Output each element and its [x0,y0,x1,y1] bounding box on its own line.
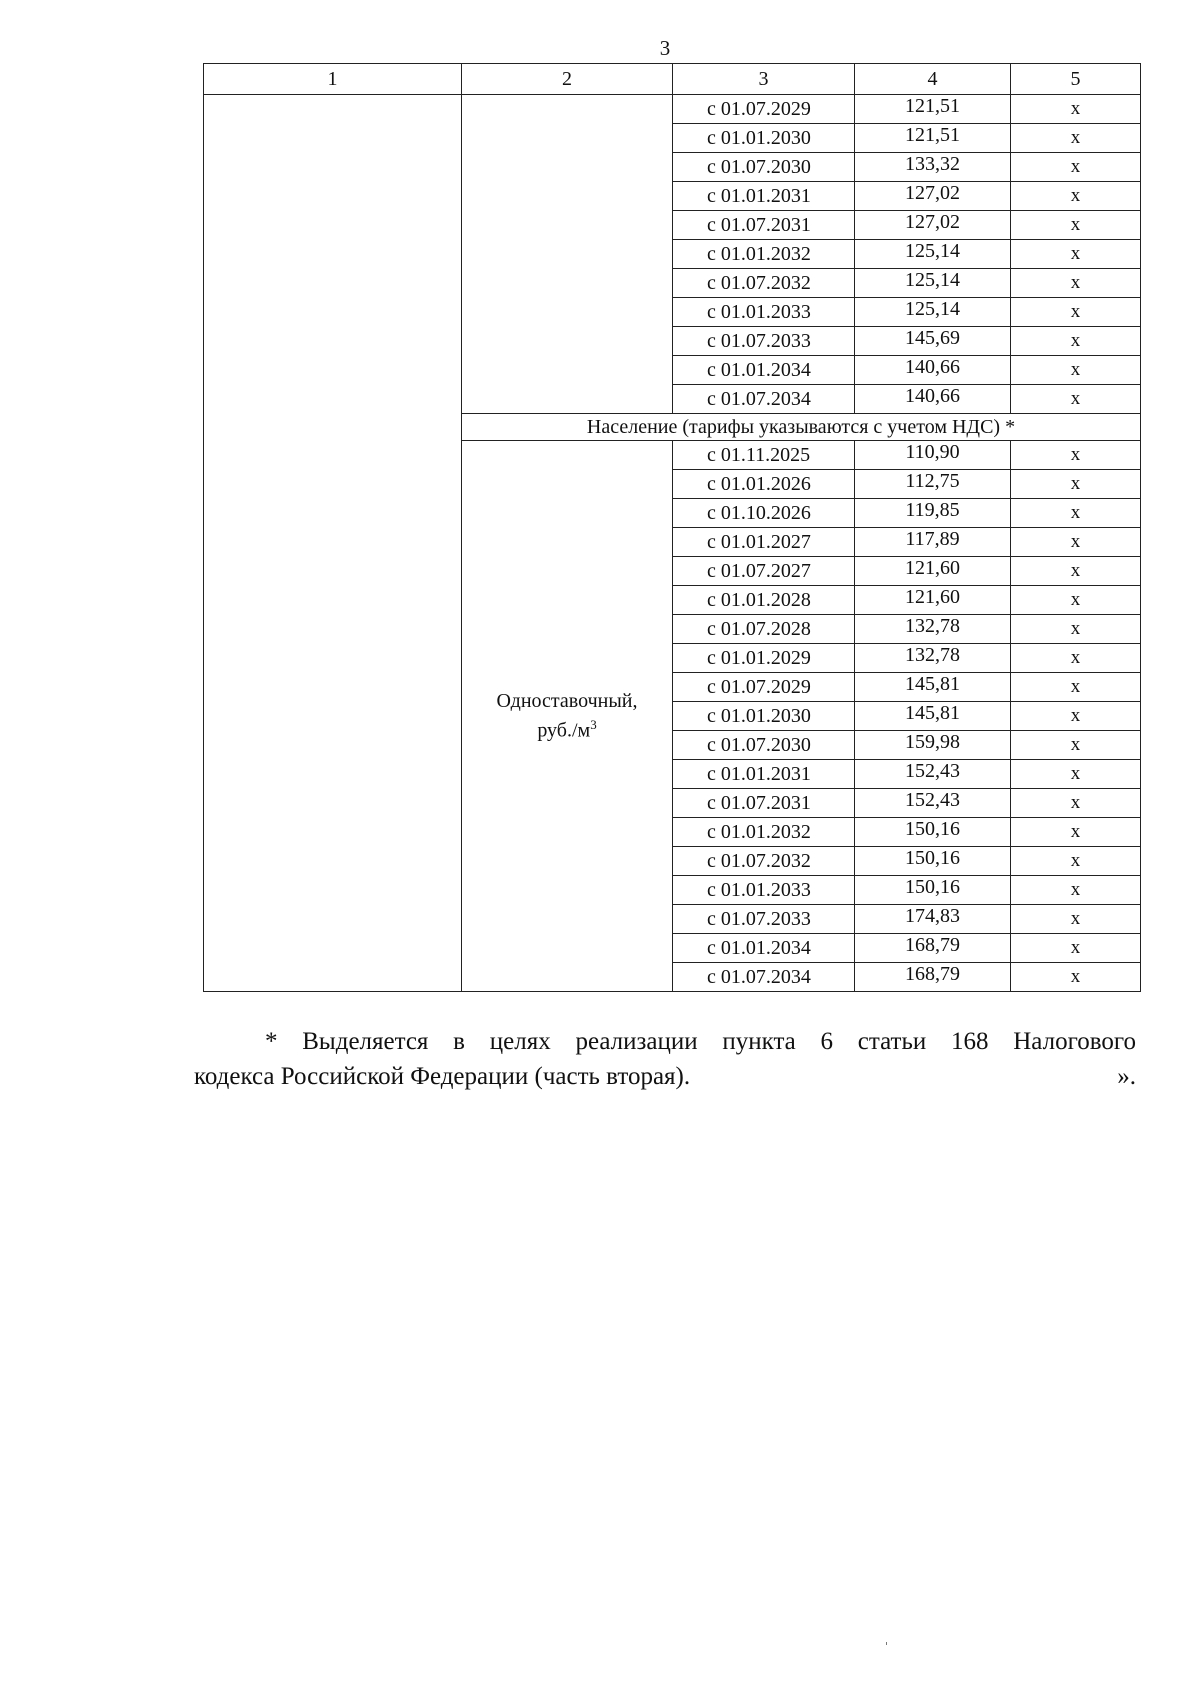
section-title: Население (тарифы указываются с учетом НДС) * [462,414,1141,441]
mark-cell: x [1011,905,1141,934]
mark-cell: x [1011,702,1141,731]
tariff-value-cell: 127,02 [855,211,1011,240]
mark-cell: x [1011,153,1141,182]
tariff-value-cell: 121,60 [855,557,1011,586]
tariff-type-cell [462,441,673,992]
date-cell: с 01.01.2032 [673,240,855,269]
scan-speck [886,1642,887,1645]
date-cell: с 01.01.2029 [673,644,855,673]
page-number: 3 [659,36,671,60]
tariff-value-cell: 150,16 [855,847,1011,876]
mark-cell: x [1011,182,1141,211]
tariff-value-cell: 168,79 [855,963,1011,992]
date-cell: с 01.01.2030 [673,702,855,731]
tariff-value-cell: 119,85 [855,499,1011,528]
tariff-value-cell: 121,60 [855,586,1011,615]
tariff-value-cell: 174,83 [855,905,1011,934]
tariff-value-cell: 145,69 [855,327,1011,356]
column1-merged-cell [204,95,462,992]
table-header-row [204,64,1141,95]
table-row [204,95,1141,124]
date-cell: с 01.10.2026 [673,499,855,528]
mark-cell: x [1011,731,1141,760]
mark-cell: x [1011,644,1141,673]
mark-cell: x [1011,818,1141,847]
mark-cell: x [1011,557,1141,586]
date-cell: с 01.01.2028 [673,586,855,615]
tariff-value-cell: 140,66 [855,385,1011,414]
column-header-3: 3 [673,64,855,95]
date-cell: с 01.01.2031 [673,760,855,789]
date-cell: с 01.11.2025 [673,441,855,470]
tariff-value-cell: 125,14 [855,269,1011,298]
tariff-value-cell: 159,98 [855,731,1011,760]
mark-cell: x [1011,615,1141,644]
column-header-2: 2 [462,64,673,95]
unit-exponent: 3 [590,717,597,733]
mark-cell: x [1011,356,1141,385]
mark-cell: x [1011,240,1141,269]
tariff-value-cell: 150,16 [855,876,1011,905]
date-cell: с 01.01.2031 [673,182,855,211]
tariff-value-cell: 145,81 [855,702,1011,731]
date-cell: с 01.01.2033 [673,298,855,327]
mark-cell: x [1011,499,1141,528]
tariff-value-cell: 121,51 [855,95,1011,124]
mark-cell: x [1011,847,1141,876]
tariff-value-cell: 110,90 [855,441,1011,470]
tariff-unit-label [462,713,672,743]
date-cell: с 01.07.2028 [673,615,855,644]
date-cell: с 01.01.2027 [673,528,855,557]
tariff-value-cell: 117,89 [855,528,1011,557]
tariff-value-cell: 132,78 [855,644,1011,673]
date-cell: с 01.07.2032 [673,847,855,876]
column-header-4: 4 [855,64,1011,95]
tariff-value-cell: 125,14 [855,240,1011,269]
mark-cell: x [1011,385,1141,414]
unit-base: руб./м [537,719,591,742]
date-cell: с 01.07.2033 [673,905,855,934]
date-cell: с 01.07.2034 [673,385,855,414]
tariff-value-cell: 127,02 [855,182,1011,211]
mark-cell: x [1011,95,1141,124]
mark-cell: x [1011,211,1141,240]
date-cell: с 01.07.2027 [673,557,855,586]
tariff-value-cell: 145,81 [855,673,1011,702]
mark-cell: x [1011,760,1141,789]
mark-cell: x [1011,298,1141,327]
mark-cell: x [1011,528,1141,557]
closing-quote: ». [1117,1063,1136,1090]
mark-cell: x [1011,124,1141,153]
mark-cell: x [1011,327,1141,356]
tariff-value-cell: 150,16 [855,818,1011,847]
date-cell: с 01.01.2034 [673,356,855,385]
mark-cell: x [1011,934,1141,963]
column-header-5: 5 [1011,64,1141,95]
tariff-value-cell: 152,43 [855,760,1011,789]
date-cell: с 01.07.2030 [673,153,855,182]
tariff-value-cell: 133,32 [855,153,1011,182]
date-cell: с 01.07.2033 [673,327,855,356]
column2-merged-cell [462,95,673,414]
footnote-line2-wrapper [194,1059,1136,1094]
date-cell: с 01.01.2034 [673,934,855,963]
mark-cell: x [1011,673,1141,702]
date-cell: с 01.07.2030 [673,731,855,760]
mark-cell: x [1011,789,1141,818]
date-cell: с 01.01.2032 [673,818,855,847]
tariff-table [203,63,1141,992]
date-cell: с 01.07.2031 [673,211,855,240]
footnote [194,1024,1136,1094]
date-cell: с 01.01.2026 [673,470,855,499]
footnote-text-line1: * Выделяется в целях реализации пункта 6 статьи 168 Налогового [265,1028,1136,1055]
mark-cell: x [1011,269,1141,298]
tariff-value-cell: 168,79 [855,934,1011,963]
column-header-1: 1 [204,64,462,95]
date-cell: с 01.07.2031 [673,789,855,818]
date-cell: с 01.07.2034 [673,963,855,992]
mark-cell: x [1011,586,1141,615]
date-cell: с 01.07.2029 [673,95,855,124]
date-cell: с 01.01.2033 [673,876,855,905]
tariff-value-cell: 121,51 [855,124,1011,153]
date-cell: с 01.01.2030 [673,124,855,153]
footnote-text-line2: кодекса Российской Федерации (часть вторая). [194,1063,691,1090]
mark-cell: x [1011,441,1141,470]
tariff-value-cell: 125,14 [855,298,1011,327]
date-cell: с 01.07.2029 [673,673,855,702]
mark-cell: x [1011,876,1141,905]
tariff-type-label: Одноставочный, [496,690,638,713]
tariff-value-cell: 140,66 [855,356,1011,385]
mark-cell: x [1011,470,1141,499]
mark-cell: x [1011,963,1141,992]
date-cell: с 01.07.2032 [673,269,855,298]
tariff-value-cell: 132,78 [855,615,1011,644]
tariff-value-cell: 152,43 [855,789,1011,818]
tariff-value-cell: 112,75 [855,470,1011,499]
